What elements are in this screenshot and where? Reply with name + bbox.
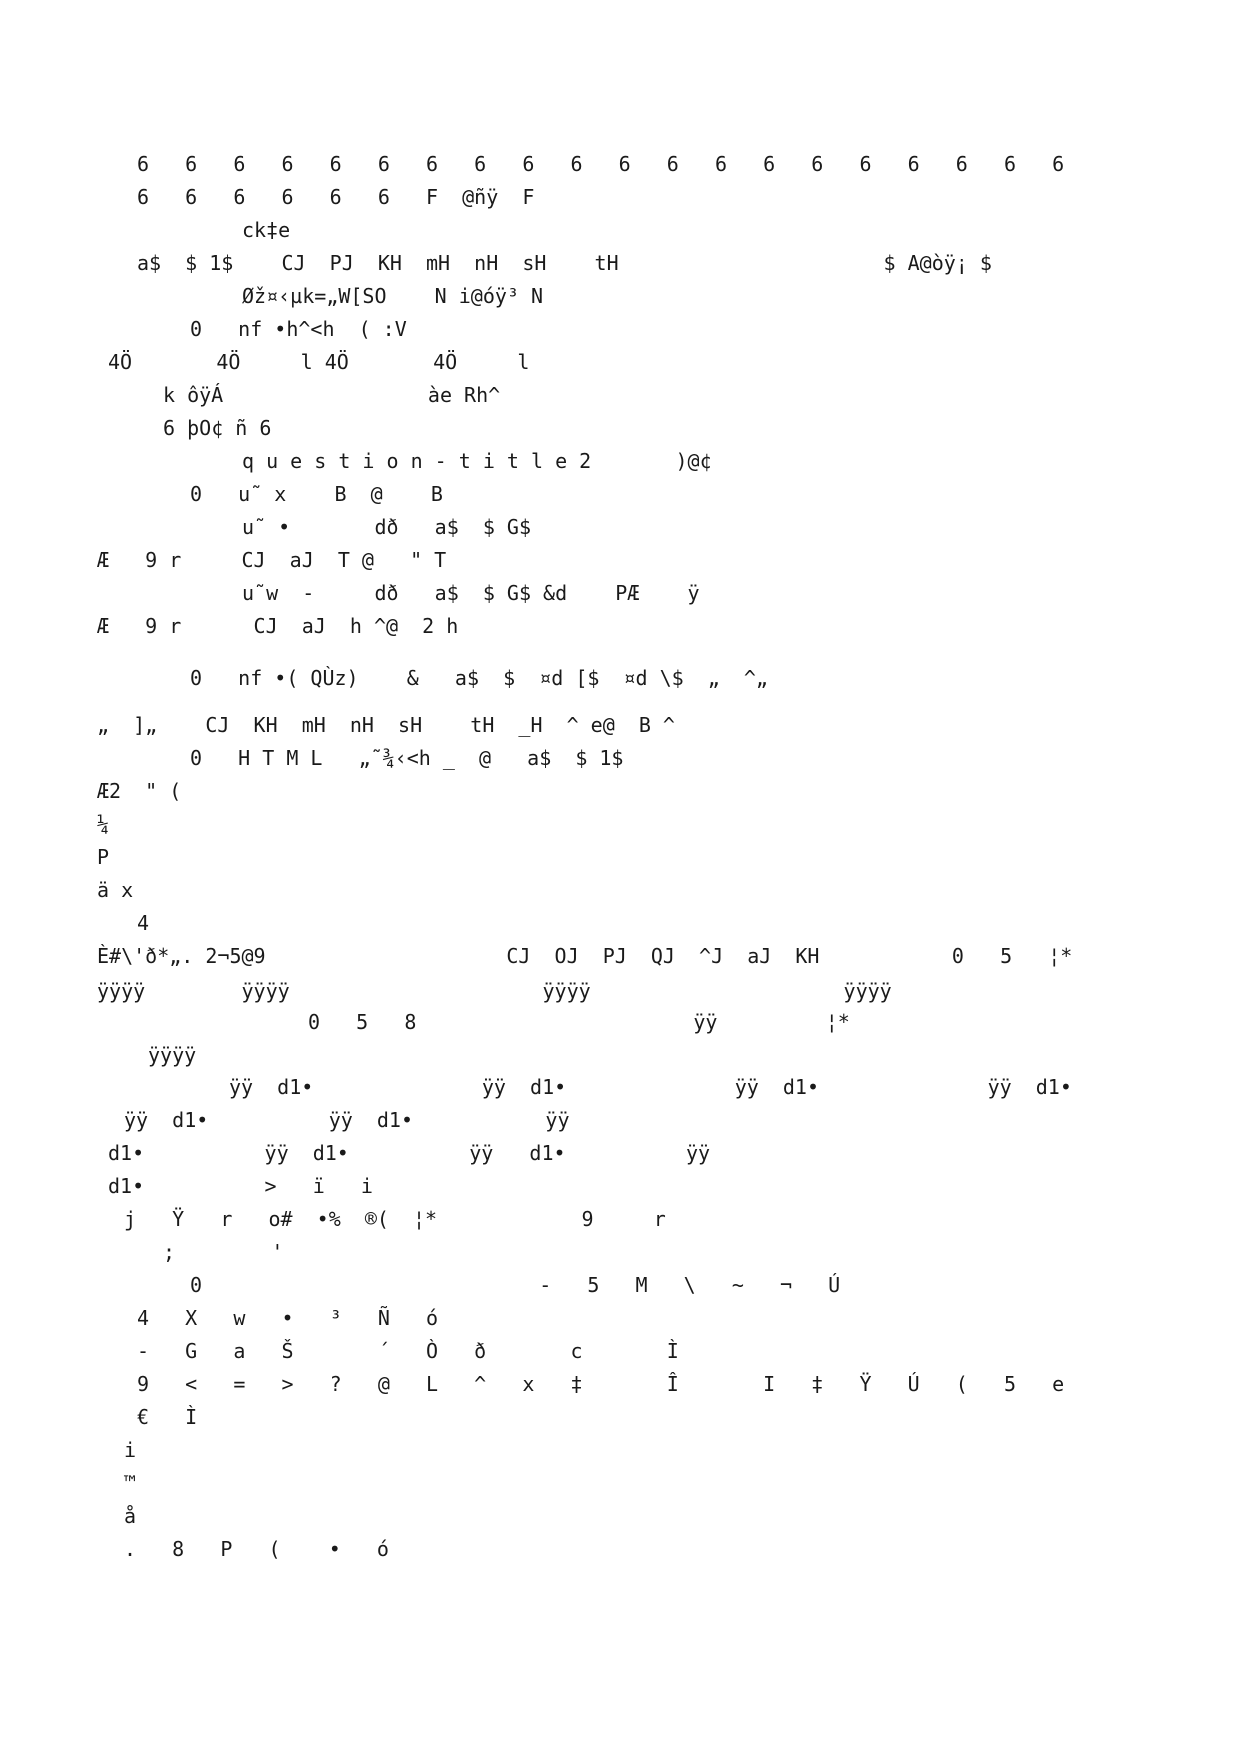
- garbled-text-line: Æ 9 r CJ aJ T @ " T: [97, 548, 447, 572]
- garbled-text-line: 4 X w • ³ Ñ ó: [137, 1306, 439, 1330]
- garbled-text-line: Æ 9 r CJ aJ h ^@ 2 h: [97, 614, 459, 638]
- garbled-text-line: 6 6 6 6 6 6 F @ñÿ F: [137, 185, 535, 209]
- garbled-text-line: u˜w - dð a$ $ G$ &d PÆ ÿ: [242, 581, 700, 605]
- garbled-text-line: - G a Š ´ Ò ð c Ì: [137, 1339, 679, 1363]
- garbled-text-line: i: [124, 1438, 137, 1462]
- garbled-text-line: 0 5 8 ÿÿ ¦*: [308, 1010, 850, 1034]
- garbled-text-line: q u e s t i o n - t i t l e 2 )@¢: [242, 449, 712, 473]
- garbled-text-line: ÿÿ d1• ÿÿ d1• ÿÿ: [124, 1108, 570, 1132]
- garbled-text-line: 4Ö 4Ö l 4Ö 4Ö l: [108, 350, 530, 374]
- garbled-text-line: ÿÿ d1• ÿÿ d1• ÿÿ d1• ÿÿ d1•: [229, 1075, 1072, 1099]
- garbled-text-line: ™: [124, 1471, 137, 1495]
- garbled-text-line: 0 H T M L „˜¾‹<h _ @ a$ $ 1$: [190, 746, 624, 770]
- garbled-text-line: k ôÿÁ àe Rh^: [163, 383, 501, 407]
- garbled-text-line: Øž¤‹µk=„W[SO N i@óÿ³ N: [242, 284, 544, 308]
- garbled-text-line: Æ2 " (: [97, 779, 182, 803]
- garbled-text-line: 9 < = > ? @ L ^ x ‡ Î I ‡ Ÿ Ú ( 5 e: [137, 1372, 1065, 1396]
- garbled-text-line: 0 u˜ x B @ B: [190, 482, 443, 506]
- garbled-text-line: È#\'ð*„. 2¬5@9 CJ OJ PJ QJ ^J aJ KH 0 5 ¦*: [97, 944, 1073, 968]
- garbled-text-line: a$ $ 1$ CJ PJ KH mH nH sH tH $ A@òÿ¡ $: [137, 251, 992, 275]
- garbled-text-line: ¼: [97, 812, 110, 836]
- garbled-text-line: . 8 P ( • ó: [124, 1537, 389, 1561]
- garbled-text-line: å: [124, 1504, 137, 1528]
- garbled-text-line: 0 nf •( QÙz) & a$ $ ¤d [$ ¤d \$ „ ^„: [190, 666, 768, 690]
- garbled-text-line: d1• ÿÿ d1• ÿÿ d1• ÿÿ: [108, 1141, 711, 1165]
- garbled-text-line: ck‡e: [242, 218, 291, 242]
- garbled-text-line: 6 þO¢ ñ 6: [163, 416, 272, 440]
- garbled-text-line: ä x: [97, 878, 134, 902]
- garbled-text-line: P: [97, 845, 110, 869]
- garbled-text-line: 0 - 5 M \ ~ ¬ Ú: [190, 1273, 841, 1297]
- garbled-text-line: ; ': [163, 1240, 284, 1264]
- garbled-text-line: 0 nf •h^<h ( :V: [190, 317, 407, 341]
- garbled-text-line: j Ÿ r o# •% ®( ¦* 9 r: [124, 1207, 666, 1231]
- garbled-text-line: „ ]„ CJ KH mH nH sH tH _H ^ e@ B ^: [97, 713, 675, 737]
- garbled-text-line: u˜ • dð a$ $ G$: [242, 515, 531, 539]
- garbled-text-line: 6 6 6 6 6 6 6 6 6 6 6 6 6 6 6 6 6 6 6 6: [137, 152, 1065, 176]
- garbled-text-line: ÿÿÿÿ ÿÿÿÿ ÿÿÿÿ ÿÿÿÿ: [97, 979, 892, 1003]
- garbled-text-line: d1• > ï i: [108, 1174, 373, 1198]
- garbled-text-line: 4: [137, 911, 150, 935]
- garbled-text-line: € Ì: [137, 1405, 198, 1429]
- garbled-text-line: ÿÿÿÿ: [148, 1043, 197, 1067]
